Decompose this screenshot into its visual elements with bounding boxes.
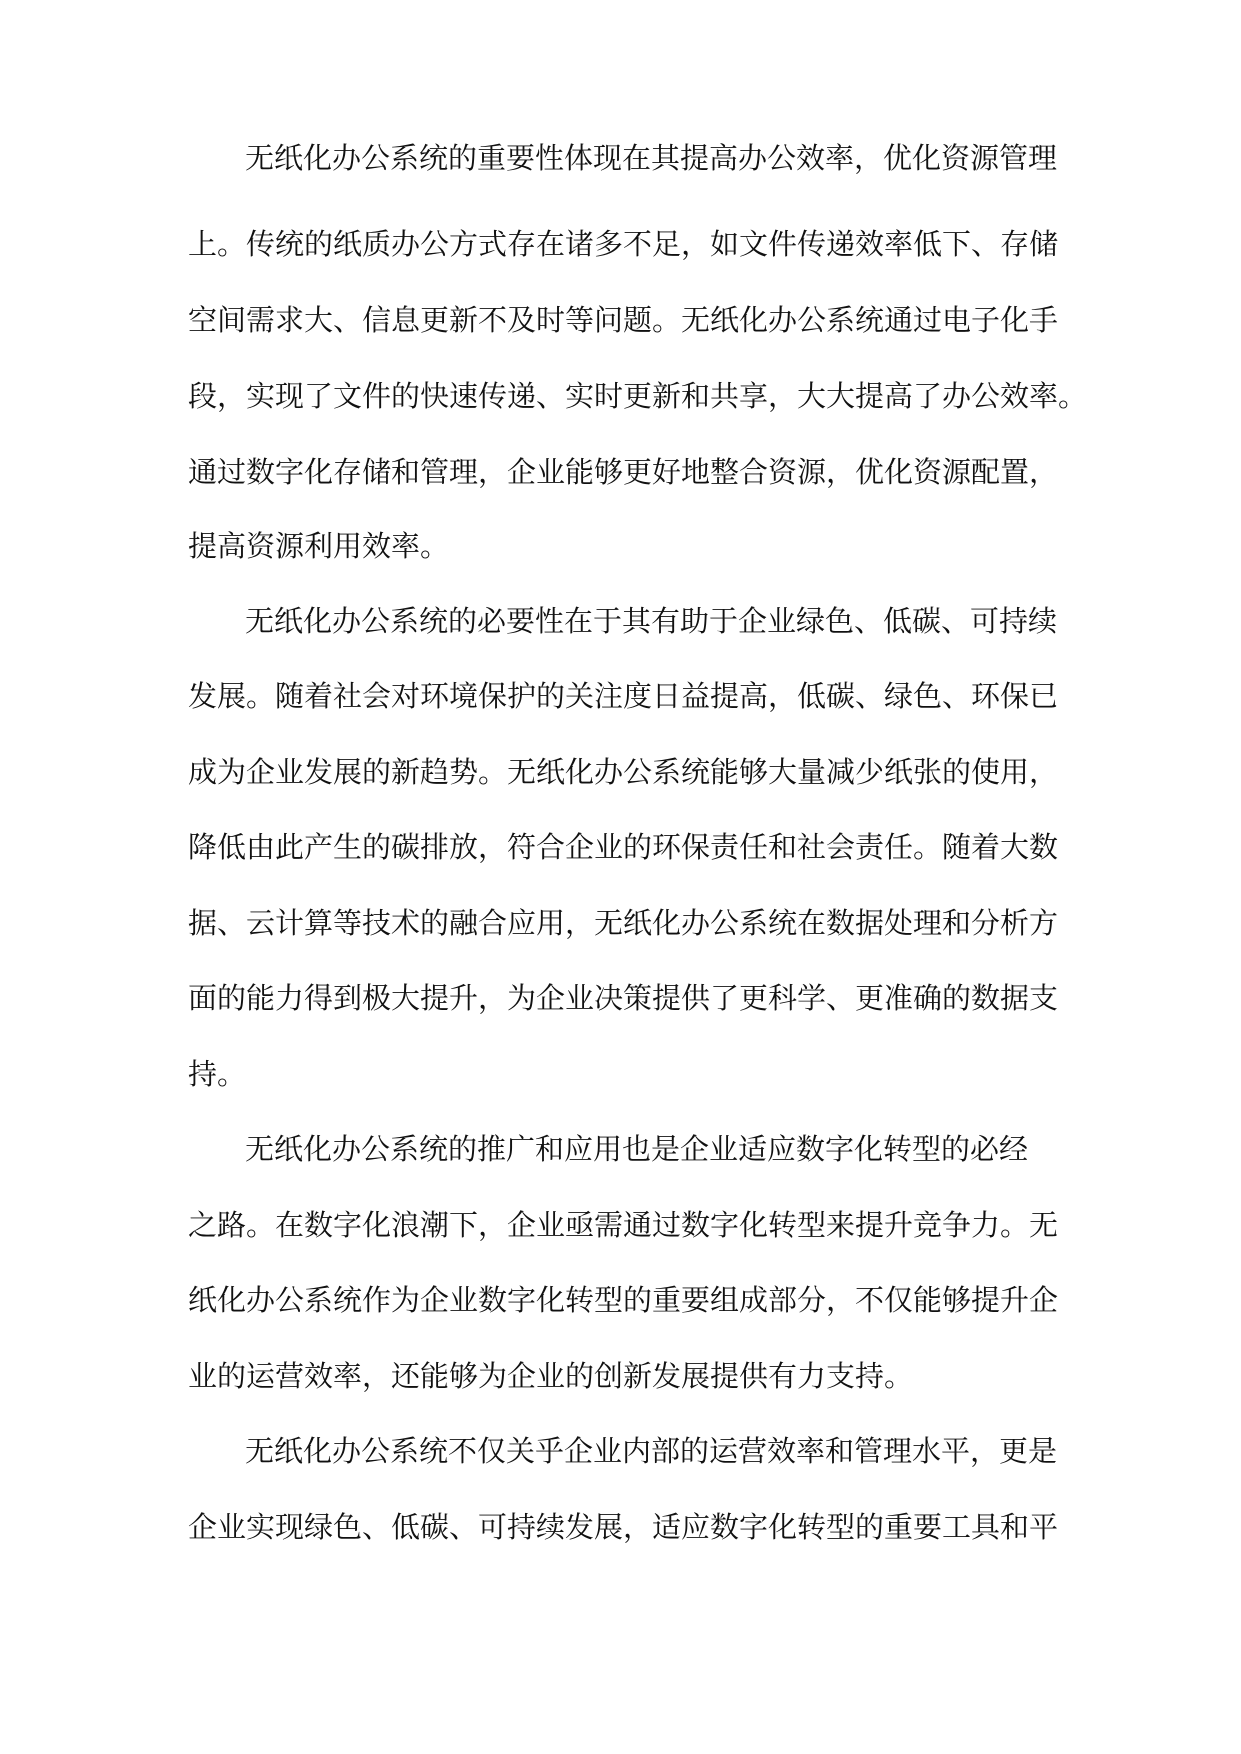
p4-line-1: 无纸化办公系统不仅关乎企业内部的运营效率和管理水平，更是 — [245, 1434, 1058, 1468]
p2-line-2: 发展。随着社会对环境保护的关注度日益提高，低碳、绿色、环保已 — [188, 679, 1059, 713]
p1-line-1: 无纸化办公系统的重要性体现在其提高办公效率，优化资源管理 — [245, 141, 1058, 175]
p1-line-2: 上。传统的纸质办公方式存在诸多不足，如文件传递效率低下、存储 — [188, 227, 1059, 261]
p2-line-6: 面的能力得到极大提升，为企业决策提供了更科学、更准确的数据支 — [188, 981, 1059, 1015]
p1-line-4: 段，实现了文件的快速传递、实时更新和共享，大大提高了办公效率。 — [188, 379, 1088, 413]
p3-line-3: 纸化办公系统作为企业数字化转型的重要组成部分，不仅能够提升企 — [188, 1283, 1059, 1317]
p2-line-5: 据、云计算等技术的融合应用，无纸化办公系统在数据处理和分析方 — [188, 906, 1059, 940]
p1-line-6: 提高资源利用效率。 — [188, 529, 450, 563]
p1-line-5: 通过数字化存储和管理，企业能够更好地整合资源，优化资源配置， — [188, 455, 1059, 489]
p2-line-4: 降低由此产生的碳排放，符合企业的环保责任和社会责任。随着大数 — [188, 830, 1059, 864]
p2-line-7: 持。 — [188, 1057, 247, 1091]
p3-line-1: 无纸化办公系统的推广和应用也是企业适应数字化转型的必经 — [245, 1132, 1029, 1166]
p3-line-4: 业的运营效率，还能够为企业的创新发展提供有力支持。 — [188, 1359, 914, 1393]
p4-line-2: 企业实现绿色、低碳、可持续发展，适应数字化转型的重要工具和平 — [188, 1510, 1059, 1544]
p3-line-2: 之路。在数字化浪潮下，企业亟需通过数字化转型来提升竞争力。无 — [188, 1208, 1059, 1242]
p2-line-3: 成为企业发展的新趋势。无纸化办公系统能够大量减少纸张的使用， — [188, 755, 1059, 789]
p1-line-3: 空间需求大、信息更新不及时等问题。无纸化办公系统通过电子化手 — [188, 303, 1059, 337]
p2-line-1: 无纸化办公系统的必要性在于其有助于企业绿色、低碳、可持续 — [245, 604, 1058, 638]
